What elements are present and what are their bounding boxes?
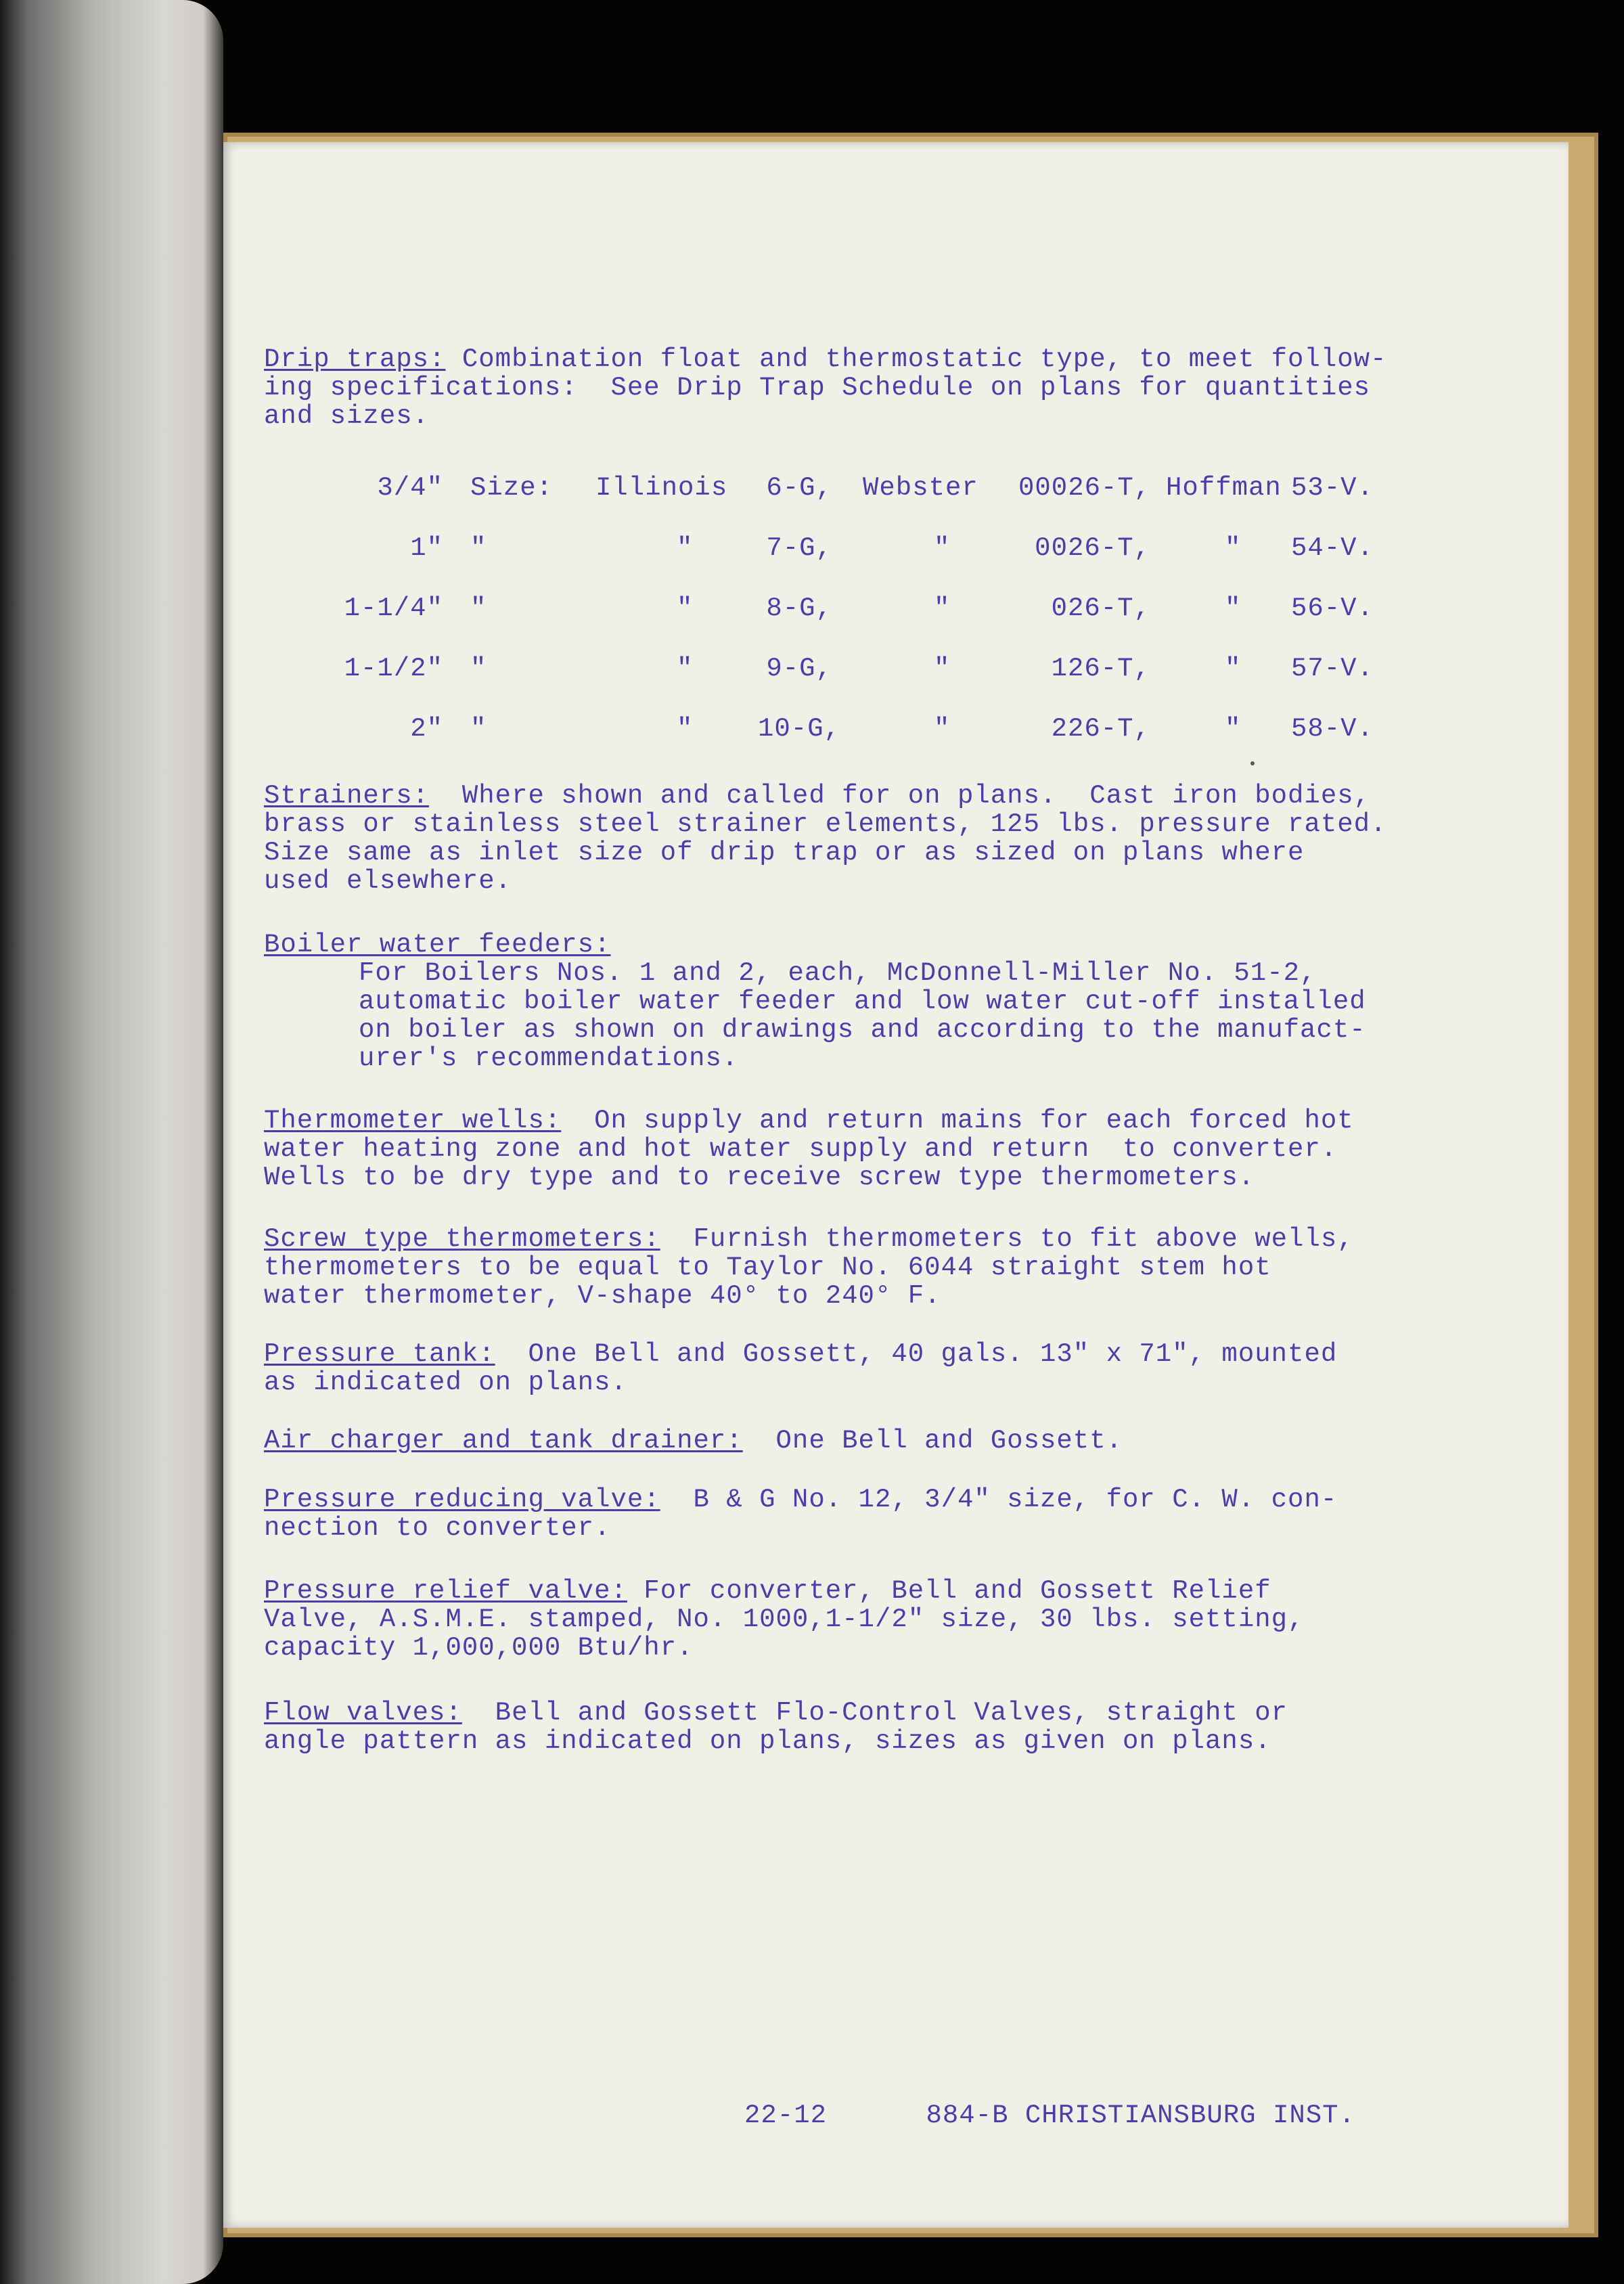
webster-model: 0026-T,	[1035, 533, 1150, 563]
illinois-ditto: "	[677, 594, 694, 623]
section-boiler-water-feeders	[264, 931, 1509, 1073]
illinois-model: 10-G,	[758, 714, 841, 744]
trap-schedule-row	[325, 534, 1475, 594]
trap-schedule-row	[325, 474, 1475, 534]
hoffman-model: 58-V.	[1290, 714, 1374, 744]
section-heading: Thermometer wells:	[264, 1106, 562, 1136]
section-text: One Bell and Gossett, 40 gals. 13" x 71", mounted as indicated on plans.	[264, 1339, 1338, 1397]
drip-trap-schedule	[325, 474, 1475, 775]
illinois-model: 6-G,	[766, 473, 832, 503]
illinois-model: 9-G,	[766, 654, 832, 684]
hoffman-ditto: "	[1225, 533, 1242, 563]
section-heading: Boiler water feeders:	[264, 930, 611, 960]
webster-model: 026-T,	[1051, 594, 1150, 623]
hoffman-model: 56-V.	[1290, 594, 1374, 623]
project-name: 884-B CHRISTIANSBURG INST.	[926, 2101, 1355, 2130]
webster-ditto: "	[934, 714, 951, 744]
hoffman-name: Hoffman	[1166, 473, 1282, 503]
document-page	[223, 142, 1569, 2228]
section-screw-thermometers	[264, 1225, 1509, 1310]
trap-size: 1"	[410, 533, 443, 563]
hoffman-model: 54-V.	[1290, 533, 1374, 563]
hoffman-ditto: "	[1225, 714, 1242, 744]
section-flow-valves	[264, 1699, 1509, 1755]
section-heading: Pressure relief valve:	[264, 1576, 627, 1606]
webster-ditto: "	[934, 533, 951, 563]
section-air-charger	[264, 1427, 1509, 1455]
trap-size: 1-1/4"	[344, 594, 443, 623]
section-heading: Screw type thermometers:	[264, 1224, 660, 1254]
section-pressure-relief-valve	[264, 1577, 1509, 1662]
size-label: "	[470, 654, 487, 684]
hoffman-model: 53-V.	[1290, 473, 1374, 503]
trap-size: 3/4"	[377, 473, 443, 503]
section-pressure-tank	[264, 1340, 1509, 1397]
webster-model: 00026-T,	[1018, 473, 1151, 503]
hoffman-ditto: "	[1225, 654, 1242, 684]
webster-ditto: "	[934, 594, 951, 623]
section-text: On supply and return mains for each forced hot water heating zone and hot water supply and return to converter. Wells to be dry type and to receive screw type thermometers.	[264, 1106, 1354, 1192]
section-text: Where shown and called for on plans. Cast iron bodies, brass or stainless steel strainer elements, 125 lbs. pressure rated. Size same as inlet size of drip trap or as sized on plans where used elsewhere.	[264, 781, 1387, 896]
page-number: 22-12	[744, 2101, 828, 2130]
section-heading: Pressure reducing valve:	[264, 1485, 660, 1515]
section-heading: Flow valves:	[264, 1698, 462, 1728]
size-label: "	[470, 714, 487, 744]
webster-ditto: "	[934, 654, 951, 684]
section-text: For Boilers Nos. 1 and 2, each, McDonnell-Miller No. 51-2, automatic boiler water feeder and low water cut-off installed on boiler as shown on drawings and according to the manufact- urer's recommendations.	[359, 958, 1366, 1073]
facing-page-edge	[0, 0, 223, 2284]
section-heading: Drip traps:	[264, 344, 446, 374]
illinois-ditto: "	[677, 714, 694, 744]
webster-model: 226-T,	[1051, 714, 1150, 744]
section-strainers	[264, 782, 1509, 895]
trap-size: 1-1/2"	[344, 654, 443, 684]
section-text: Bell and Gossett Flo-Control Valves, straight or angle pattern as indicated on plans, sizes as given on plans.	[264, 1698, 1288, 1756]
illinois-ditto: "	[677, 654, 694, 684]
section-drip-traps	[264, 345, 1509, 430]
paper-speck	[1250, 761, 1255, 765]
size-label: "	[470, 594, 487, 623]
section-heading: Air charger and tank drainer:	[264, 1426, 743, 1456]
page-footer	[744, 2101, 1355, 2130]
illinois-ditto: "	[677, 533, 694, 563]
hoffman-model: 57-V.	[1290, 654, 1374, 684]
size-label: "	[470, 533, 487, 563]
illinois-model: 7-G,	[766, 533, 832, 563]
trap-schedule-row	[325, 715, 1475, 775]
section-thermometer-wells	[264, 1106, 1509, 1192]
webster-name: Webster	[863, 473, 978, 503]
section-pressure-reducing-valve	[264, 1485, 1509, 1542]
section-text: Furnish thermometers to fit above wells, thermometers to be equal to Taylor No. 6044 straight stem hot water thermometer, V-shape 40° to 240° F.	[264, 1224, 1354, 1311]
section-text: One Bell and Gossett.	[742, 1426, 1123, 1456]
section-text: B & G No. 12, 3/4" size, for C. W. con- nection to converter.	[264, 1485, 1338, 1543]
hoffman-ditto: "	[1225, 594, 1242, 623]
size-label: Size:	[470, 473, 554, 503]
trap-size: 2"	[410, 714, 443, 744]
section-heading: Pressure tank:	[264, 1339, 495, 1369]
illinois-model: 8-G,	[766, 594, 832, 623]
section-text: Combination float and thermostatic type, to meet follow- ing specifications: See Drip Trap Schedule on plans for quantities and sizes.	[264, 344, 1387, 431]
illinois-name: Illinois	[595, 473, 728, 503]
trap-schedule-row	[325, 594, 1475, 654]
webster-model: 126-T,	[1051, 654, 1150, 684]
section-heading: Strainers:	[264, 781, 430, 811]
section-text: For converter, Bell and Gossett Relief Valve, A.S.M.E. stamped, No. 1000,1-1/2" size, 30 lbs. setting, capacity 1,000,000 Btu/hr.	[264, 1576, 1305, 1663]
trap-schedule-row	[325, 654, 1475, 715]
